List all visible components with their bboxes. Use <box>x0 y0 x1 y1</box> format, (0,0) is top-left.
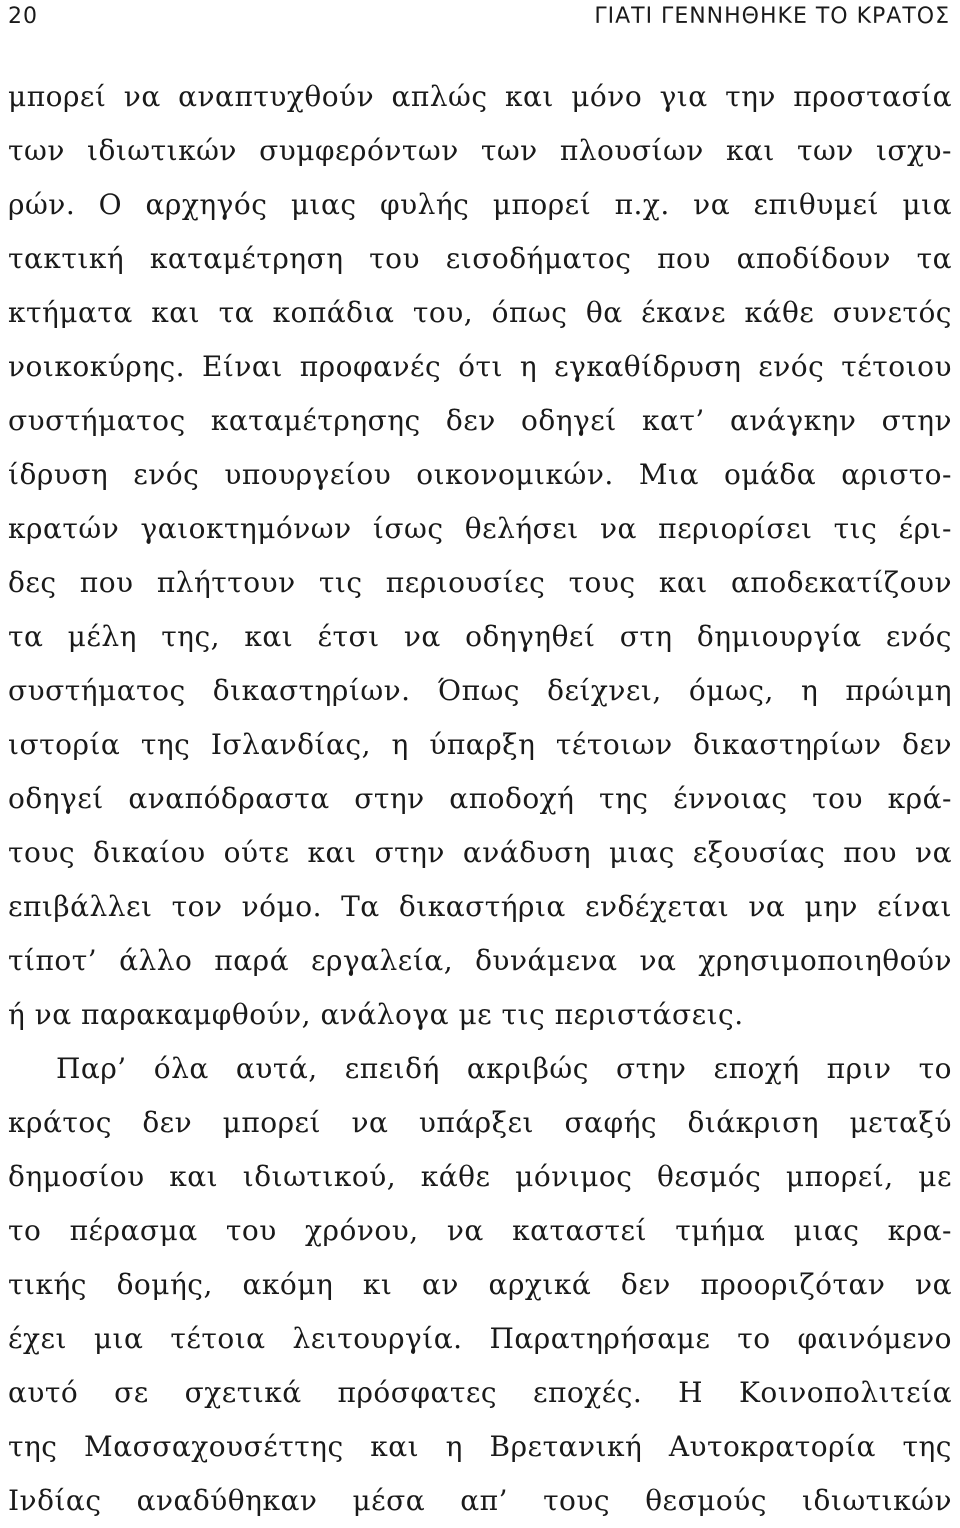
text-line: αυτό σε σχετικά πρόσφατες εποχές. Η Κοινοπολιτεία <box>8 1376 952 1409</box>
text-line: Παρ’ όλα αυτά, επειδή ακριβώς στην εποχή πριν το <box>56 1052 952 1085</box>
text-line: της Μασσαχουσέττης και η Βρετανική Αυτοκρατορία της <box>8 1430 952 1463</box>
text-line: μπορεί να αναπτυχθούν απλώς και μόνο για την προστασία <box>8 80 952 113</box>
text-line: τους δικαίου ούτε και στην ανάδυση μιας εξουσίας που να <box>8 836 952 869</box>
text-line: επιβάλλει τον νόμο. Τα δικαστήρια ενδέχεται να μην είναι <box>8 890 952 923</box>
text-line: τικής δομής, ακόμη κι αν αρχικά δεν προοριζόταν να <box>8 1268 952 1301</box>
text-line: συστήματος καταμέτρησης δεν οδηγεί κατ’ ανάγκην στην <box>8 404 952 437</box>
text-line: ίδρυση ενός υπουργείου οικονομικών. Μια ομάδα αριστο- <box>8 458 952 491</box>
text-line: οδηγεί αναπόδραστα στην αποδοχή της έννοιας του κρά- <box>8 782 952 815</box>
text-line: ιστορία της Ισλανδίας, η ύπαρξη τέτοιων δικαστηρίων δεν <box>8 728 952 761</box>
text-line: νοικοκύρης. Είναι προφανές ότι η εγκαθίδρυση ενός τέτοιου <box>8 350 952 383</box>
text-line: τα μέλη της, και έτσι να οδηγηθεί στη δημιουργία ενός <box>8 620 952 653</box>
text-line: κτήματα και τα κοπάδια του, όπως θα έκανε κάθε συνετός <box>8 296 952 329</box>
text-line: Ινδίας αναδύθηκαν μέσα απ’ τους θεσμούς ιδιωτικών <box>8 1484 952 1517</box>
running-head <box>8 4 950 36</box>
running-title: ΓΙΑΤΙ ΓΕΝΝΗΘΗΚΕ ΤΟ ΚΡΑΤΟΣ <box>594 4 950 29</box>
text-line: των ιδιωτικών συμφερόντων των πλουσίων και των ισχυ- <box>8 134 952 167</box>
body-text <box>8 70 952 1528</box>
text-line: δες που πλήττουν τις περιουσίες τους και αποδεκατίζουν <box>8 566 952 599</box>
text-line: το πέρασμα του χρόνου, να καταστεί τμήμα μιας κρα- <box>8 1214 952 1247</box>
text-line: δημοσίου και ιδιωτικού, κάθε μόνιμος θεσμός μπορεί, με <box>8 1160 952 1193</box>
text-line: τίποτ’ άλλο παρά εργαλεία, δυνάμενα να χρησιμοποιηθούν <box>8 944 952 977</box>
text-line: κράτος δεν μπορεί να υπάρξει σαφής διάκριση μεταξύ <box>8 1106 952 1139</box>
page-number: 20 <box>8 4 38 29</box>
text-line: κρατών γαιοκτημόνων ίσως θελήσει να περιορίσει τις έρι- <box>8 512 952 545</box>
text-line: ρών. Ο αρχηγός μιας φυλής μπορεί π.χ. να επιθυμεί μια <box>8 188 952 221</box>
paragraph-1 <box>8 70 952 1042</box>
paragraph-2 <box>8 1042 952 1528</box>
text-line: έχει μια τέτοια λειτουργία. Παρατηρήσαμε το φαινόμενο <box>8 1322 952 1355</box>
text-line: συστήματος δικαστηρίων. Όπως δείχνει, όμως, η πρώιμη <box>8 674 952 707</box>
text-line: τακτική καταμέτρηση του εισοδήματος που αποδίδουν τα <box>8 242 952 275</box>
text-line: ή να παρακαμφθούν, ανάλογα με τις περιστάσεις. <box>8 998 744 1031</box>
